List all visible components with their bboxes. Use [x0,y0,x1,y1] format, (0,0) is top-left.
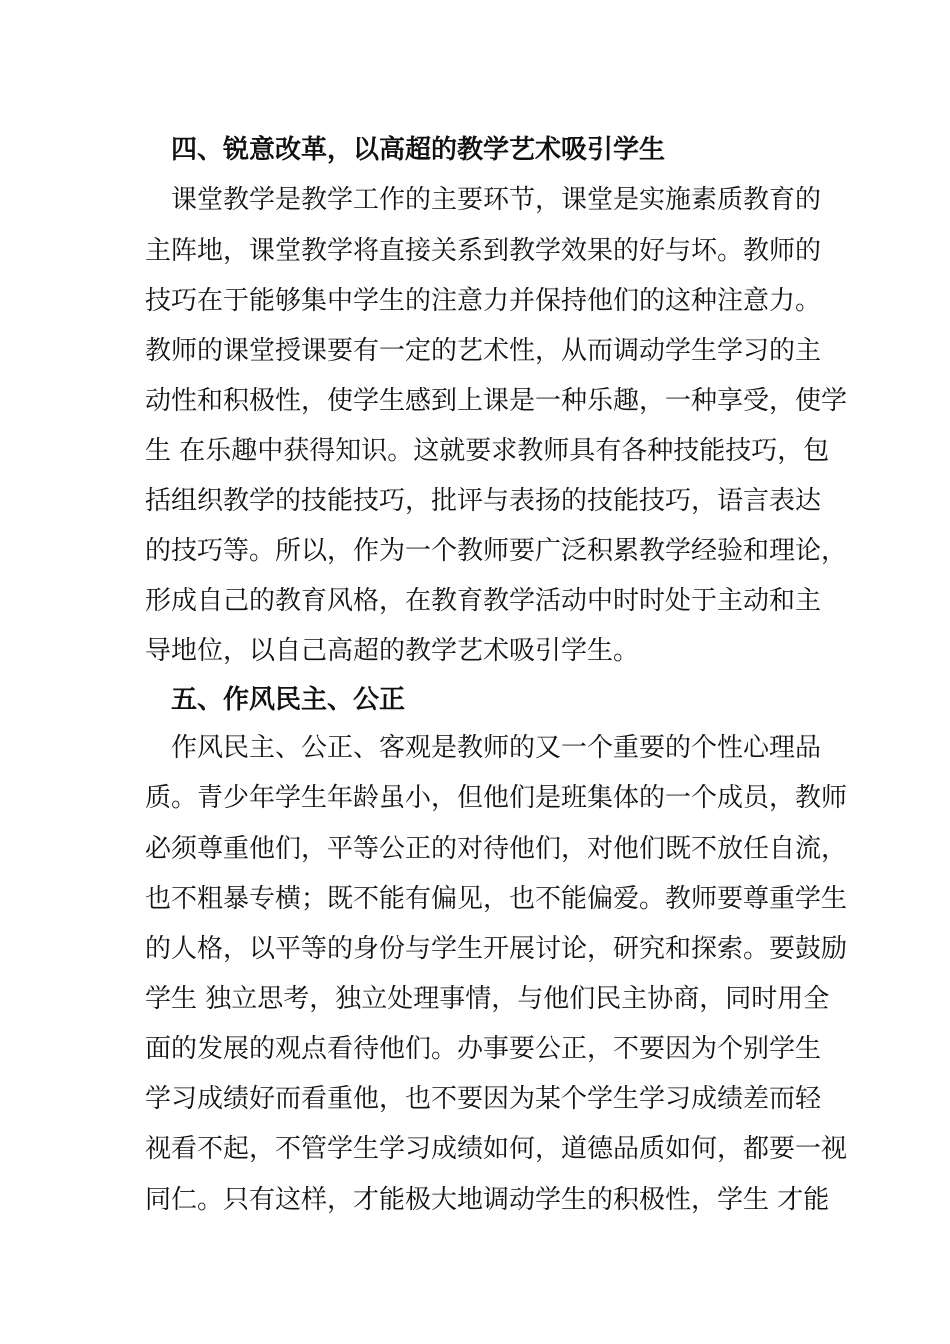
paragraph-line: 质。青少年学生年龄虽小，但他们是班集体的一个成员，教师 [145,783,848,813]
paragraph-line: 作风民主、公正、客观是教师的又一个重要的个性心理品 [171,733,822,763]
paragraph-line: 课堂教学是教学工作的主要环节，课堂是实施素质教育的 [171,185,822,215]
paragraph-line: 的技巧等。所以，作为一个教师要广泛积累教学经验和理论， [145,536,848,566]
paragraph-line: 学习成绩好而看重他，也不要因为某个学生学习成绩差而轻 [145,1084,822,1114]
paragraph-line: 动性和积极性，使学生感到上课是一种乐趣，一种享受，使学 [145,386,848,416]
paragraph-line: 括组织教学的技能技巧，批评与表扬的技能技巧，语言表达 [145,486,822,516]
paragraph-line: 教师的课堂授课要有一定的艺术性，从而调动学生学习的主 [145,336,822,366]
section-5-heading: 五、作风民主、公正 [171,685,406,715]
paragraph-line: 导地位，以自己高超的教学艺术吸引学生。 [145,636,640,666]
paragraph-line: 生 在乐趣中获得知识。这就要求教师具有各种技能技巧，包 [145,436,830,466]
paragraph-line: 的人格，以平等的身份与学生开展讨论，研究和探索。要鼓励 [145,934,848,964]
paragraph-line: 学生 独立思考，独立处理事情，与他们民主协商，同时用全 [145,984,830,1014]
paragraph-line: 也不粗暴专横；既不能有偏见，也不能偏爱。教师要尊重学生 [145,884,848,914]
paragraph-line: 主阵地，课堂教学将直接关系到教学效果的好与坏。教师的 [145,236,822,266]
paragraph-line: 技巧在于能够集中学生的注意力并保持他们的这种注意力。 [145,286,822,316]
section-4-heading: 四、锐意改革，以高超的教学艺术吸引学生 [171,135,666,165]
paragraph-line: 视看不起，不管学生学习成绩如何，道德品质如何，都要一视 [145,1134,848,1164]
paragraph-line: 必须尊重他们，平等公正的对待他们，对他们既不放任自流， [145,834,848,864]
paragraph-line: 同仁。只有这样，才能极大地调动学生的积极性，学生 才能 [145,1185,830,1215]
paragraph-line: 面的发展的观点看待他们。办事要公正，不要因为个别学生 [145,1034,822,1064]
paragraph-line: 形成自己的教育风格，在教育教学活动中时时处于主动和主 [145,586,822,616]
